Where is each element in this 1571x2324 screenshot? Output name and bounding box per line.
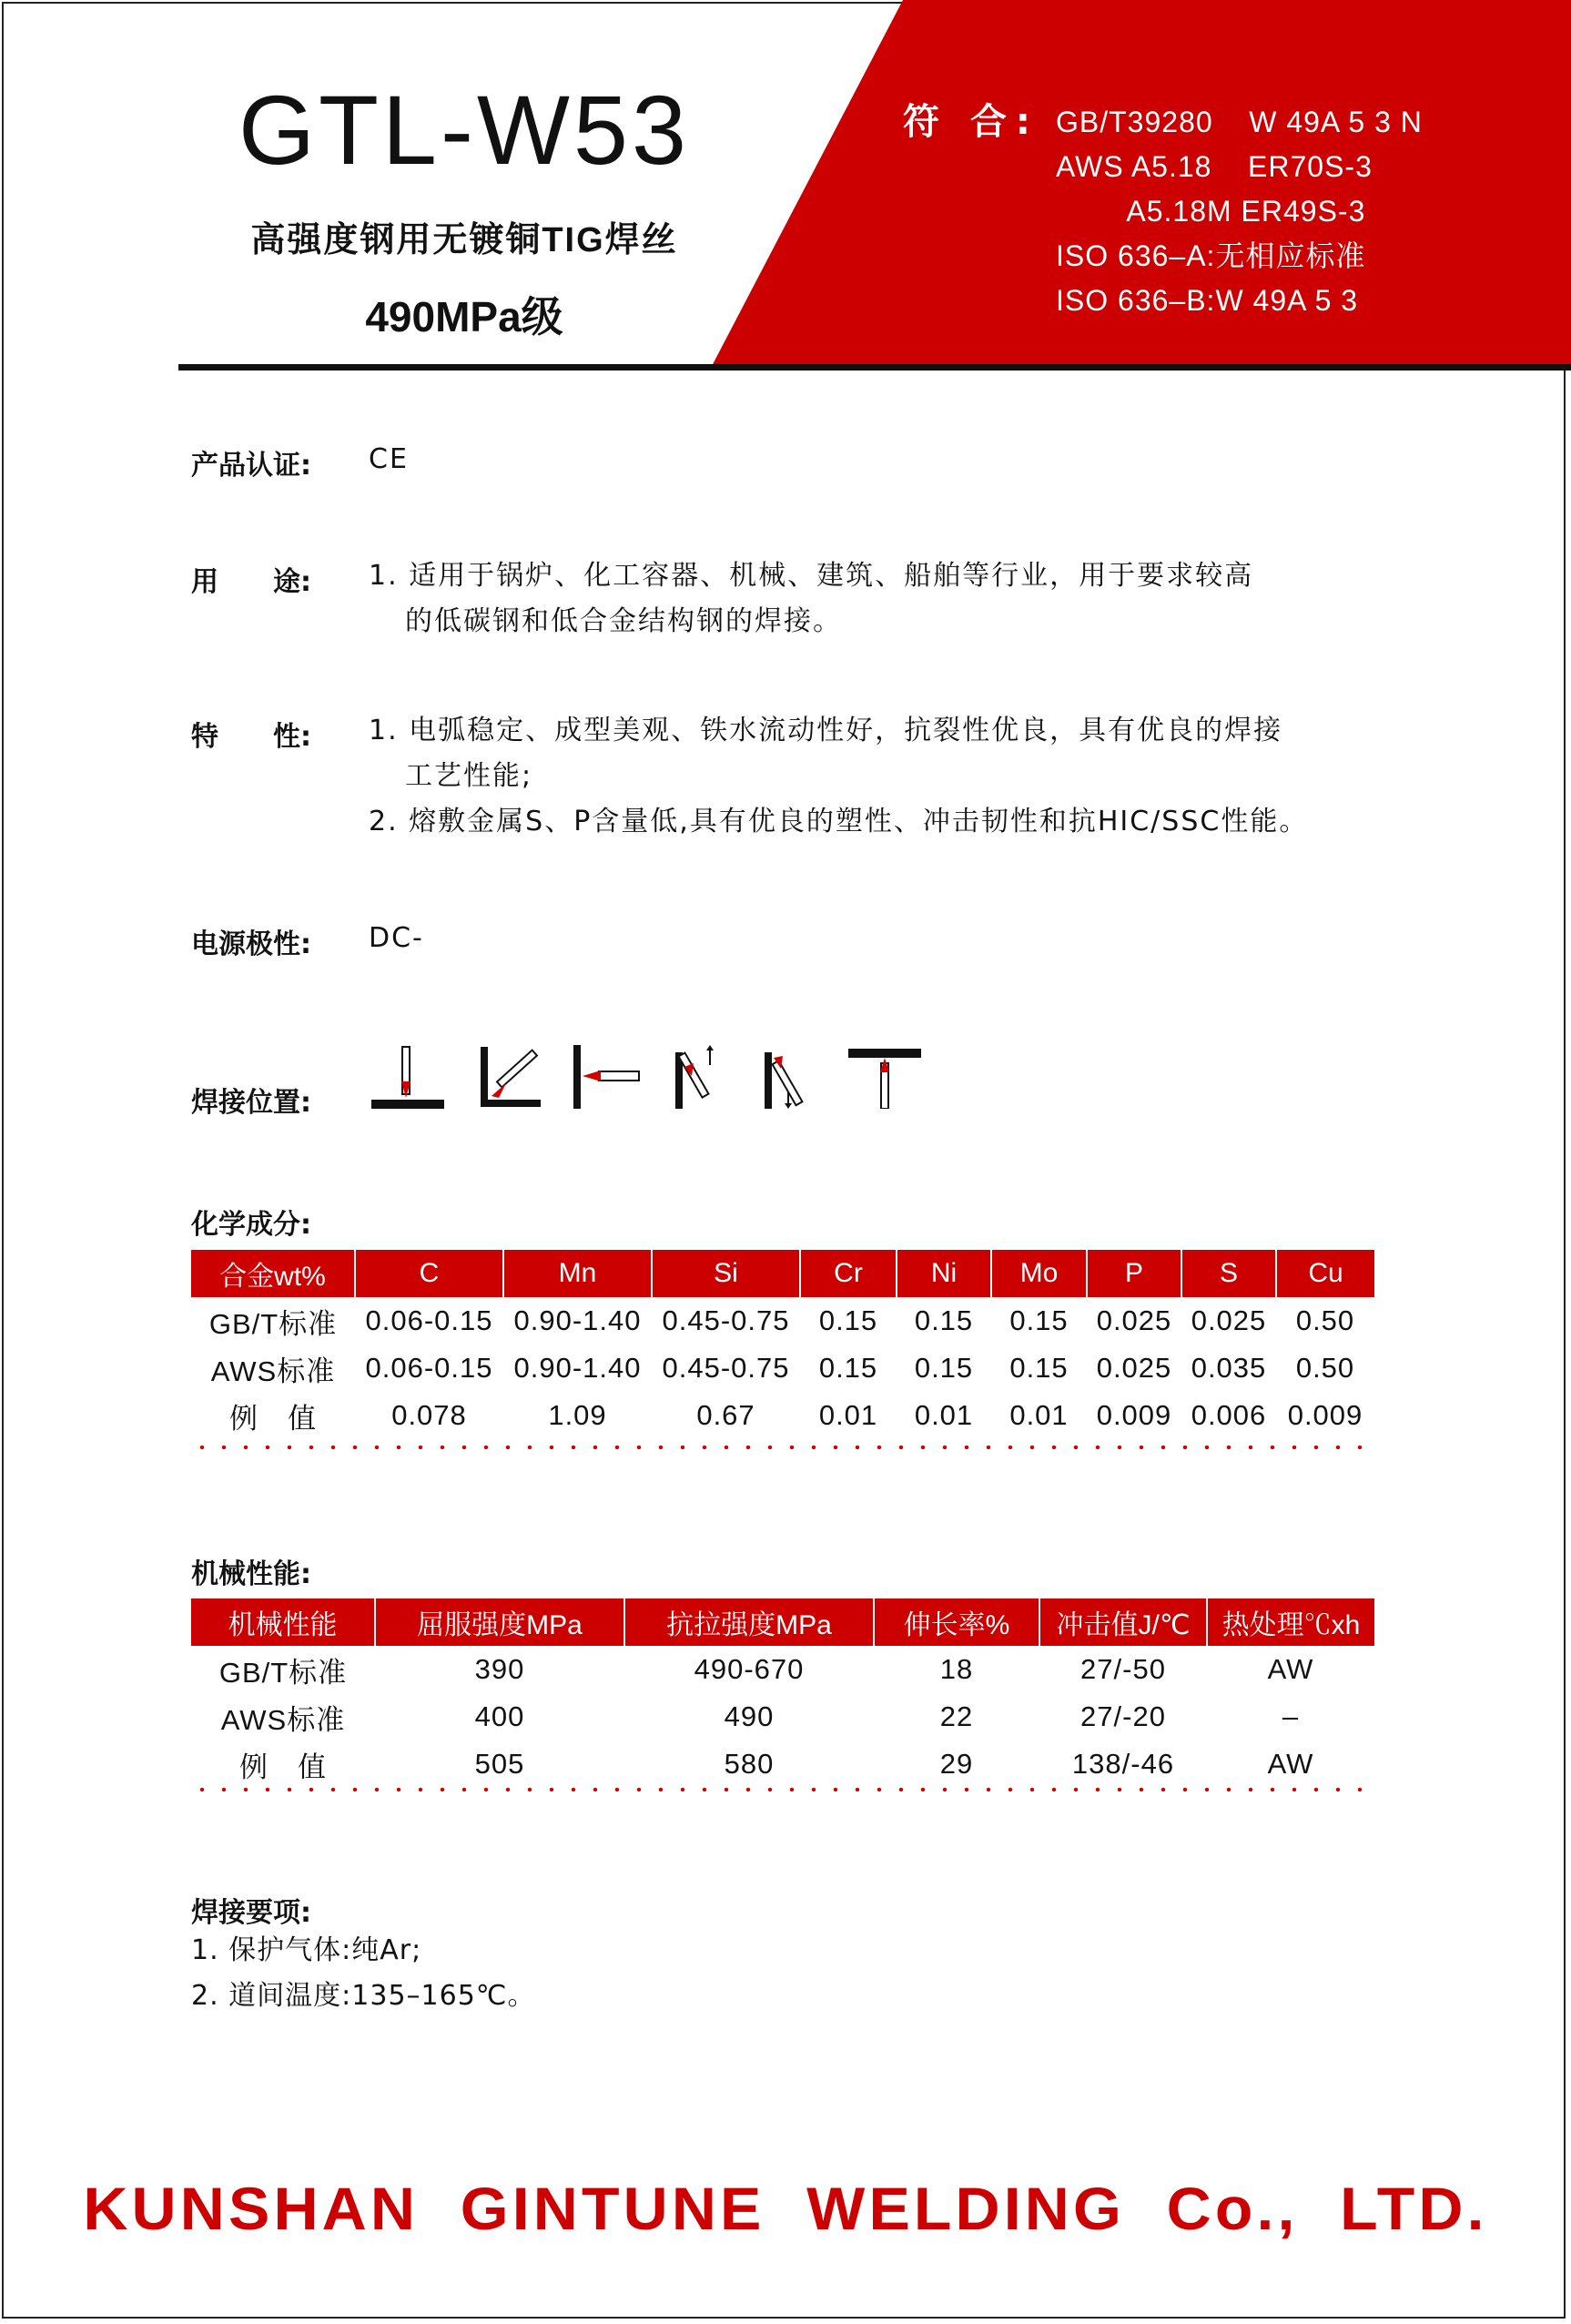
column-header: C: [355, 1250, 503, 1297]
column-header: S: [1181, 1250, 1276, 1297]
table-cell: 例 值: [229, 1402, 317, 1435]
column-header: 热处理℃xh: [1207, 1598, 1374, 1646]
table-cell: 0.025: [1096, 1352, 1172, 1384]
table-cell: 18: [939, 1653, 974, 1685]
certification-label: 产品认证:: [191, 450, 311, 482]
table-cell: 0.035: [1191, 1352, 1267, 1384]
table-cell: GB/T标准: [208, 1307, 338, 1340]
product-model: GTL-W53: [238, 75, 691, 185]
table-cell: 390: [474, 1653, 525, 1685]
table-row: [191, 1345, 1374, 1392]
flat-position-icon: [371, 1045, 444, 1109]
table-row: [191, 1646, 1374, 1693]
table-cell: 0.15: [1009, 1304, 1069, 1336]
table-cell: 0.025: [1096, 1304, 1172, 1336]
table-cell: 0.45-0.75: [662, 1352, 790, 1384]
table-cell: AWS标准: [210, 1355, 336, 1387]
mechanical-table: [191, 1598, 1374, 1788]
table-cell: 例 值: [239, 1751, 327, 1783]
table-cell: 22: [939, 1700, 974, 1732]
features-label: 特 性:: [191, 721, 311, 753]
column-header: Ni: [897, 1250, 991, 1297]
table-cell: 490-670: [694, 1653, 805, 1685]
table-cell: 0.90-1.40: [513, 1352, 642, 1384]
table-cell: 0.15: [914, 1304, 974, 1336]
table-cell: 27/-20: [1080, 1700, 1166, 1732]
table-cell: GB/T标准: [218, 1656, 348, 1689]
table-cell: AW: [1267, 1653, 1314, 1685]
column-header: 屈服强度MPa: [375, 1598, 624, 1646]
header-divider: [178, 364, 1571, 370]
features-text: [369, 708, 1308, 845]
polarity-label: 电源极性:: [191, 929, 311, 960]
table-cell: 0.50: [1295, 1304, 1355, 1336]
certification-value: CE: [369, 443, 409, 475]
table-cell: 0.15: [1009, 1352, 1069, 1384]
table-row: [191, 1740, 1374, 1788]
table-cell: AWS标准: [220, 1703, 346, 1736]
column-header: Cr: [800, 1250, 897, 1297]
comply-label: 符 合:: [903, 101, 1039, 143]
note-line: 2. 道间温度:135–165℃。: [191, 1980, 536, 2012]
usage-label: 用 途:: [191, 566, 311, 598]
chemical-label: 化学成分:: [191, 1209, 311, 1241]
column-header: 冲击值J/℃: [1039, 1598, 1207, 1646]
table-cell: 0.50: [1295, 1352, 1355, 1384]
table-cell: 580: [724, 1748, 775, 1780]
polarity-value: DC-: [369, 922, 424, 954]
table-cell: 0.009: [1096, 1399, 1172, 1431]
table-header-row: [191, 1598, 1374, 1646]
standard-item: ISO 636–A:无相应标准: [1056, 239, 1366, 272]
column-header: P: [1087, 1250, 1181, 1297]
table-row: [191, 1693, 1374, 1740]
notes-label: 焊接要项:: [191, 1897, 311, 1929]
vertical-down-icon: [761, 1045, 834, 1109]
column-header: Mo: [991, 1250, 1087, 1297]
standard-item: ISO 636–B:W 49A 5 3: [1056, 284, 1359, 317]
column-header: 伸长率%: [874, 1598, 1039, 1646]
table-row: [191, 1297, 1374, 1345]
vertical-up-icon: [672, 1045, 745, 1109]
chemical-table: [191, 1250, 1374, 1439]
standard-item: AWS A5.18 ER70S-3: [1056, 150, 1373, 183]
standard-item: GB/T39280 W 49A 5 3 N: [1056, 106, 1423, 138]
table-cell: 1.09: [548, 1399, 607, 1431]
company-name: KUNSHAN GINTUNE WELDING Co., LTD.: [83, 2175, 1488, 2242]
feature-line: 1. 电弧稳定、成型美观、铁水流动性好，抗裂性优良，具有优良的焊接: [369, 715, 1283, 746]
table-cell: 505: [474, 1748, 525, 1780]
table-cell: 0.006: [1191, 1399, 1267, 1431]
table-header-row: [191, 1250, 1374, 1297]
product-subtitle: 高强度钢用无镀铜TIG焊丝: [250, 221, 678, 259]
table-cell: 0.15: [914, 1352, 974, 1384]
usage-line: 的低碳钢和低合金结构钢的焊接。: [405, 605, 842, 637]
table-cell: AW: [1267, 1748, 1314, 1780]
usage-text: [369, 553, 1253, 644]
column-header: 合金wt%: [191, 1250, 355, 1297]
mechanical-label: 机械性能:: [191, 1558, 311, 1590]
table-cell: 400: [474, 1700, 525, 1732]
table-cell: 0.15: [818, 1304, 878, 1336]
table-cell: 0.01: [1009, 1399, 1069, 1431]
column-header: 机械性能: [191, 1598, 375, 1646]
welding-notes: [191, 1928, 535, 2019]
table-cell: –: [1282, 1700, 1300, 1732]
table-cell: 27/-50: [1080, 1653, 1166, 1685]
table-cell: 138/-46: [1071, 1748, 1175, 1780]
table-cell: 0.01: [818, 1399, 878, 1431]
usage-line: 1. 适用于锅炉、化工容器、机械、建筑、船舶等行业，用于要求较高: [369, 560, 1254, 592]
column-header: 抗拉强度MPa: [624, 1598, 874, 1646]
table-cell: 0.67: [696, 1399, 755, 1431]
table-cell: 0.90-1.40: [513, 1304, 642, 1336]
table-row: [191, 1392, 1374, 1439]
table-cell: 0.06-0.15: [365, 1352, 493, 1384]
table-cell: 0.078: [391, 1399, 467, 1431]
horizontal-position-icon: [572, 1045, 644, 1109]
dotted-divider: [191, 1446, 1374, 1449]
feature-line: 2. 熔敷金属S、P含量低,具有优良的塑性、冲击韧性和抗HIC/SSC性能。: [369, 806, 1309, 837]
table-cell: 29: [939, 1748, 974, 1780]
feature-line: 工艺性能;: [405, 760, 533, 792]
column-header: Si: [652, 1250, 800, 1297]
dotted-divider: [191, 1788, 1374, 1791]
standards-list: [1056, 100, 1423, 323]
table-cell: 0.15: [818, 1352, 878, 1384]
horizontal-fillet-icon: [479, 1045, 552, 1109]
product-grade: 490MPa级: [365, 293, 563, 340]
table-cell: 0.01: [914, 1399, 974, 1431]
table-cell: 0.009: [1287, 1399, 1363, 1431]
note-line: 1. 保护气体:纯Ar;: [191, 1934, 422, 1966]
table-cell: 490: [724, 1700, 775, 1732]
table-cell: 0.06-0.15: [365, 1304, 493, 1336]
positions-label: 焊接位置:: [191, 1087, 311, 1119]
standard-item: A5.18M ER49S-3: [1056, 195, 1366, 228]
overhead-position-icon: [848, 1045, 921, 1109]
table-cell: 0.45-0.75: [662, 1304, 790, 1336]
column-header: Cu: [1276, 1250, 1374, 1297]
table-cell: 0.025: [1191, 1304, 1267, 1336]
column-header: Mn: [503, 1250, 652, 1297]
